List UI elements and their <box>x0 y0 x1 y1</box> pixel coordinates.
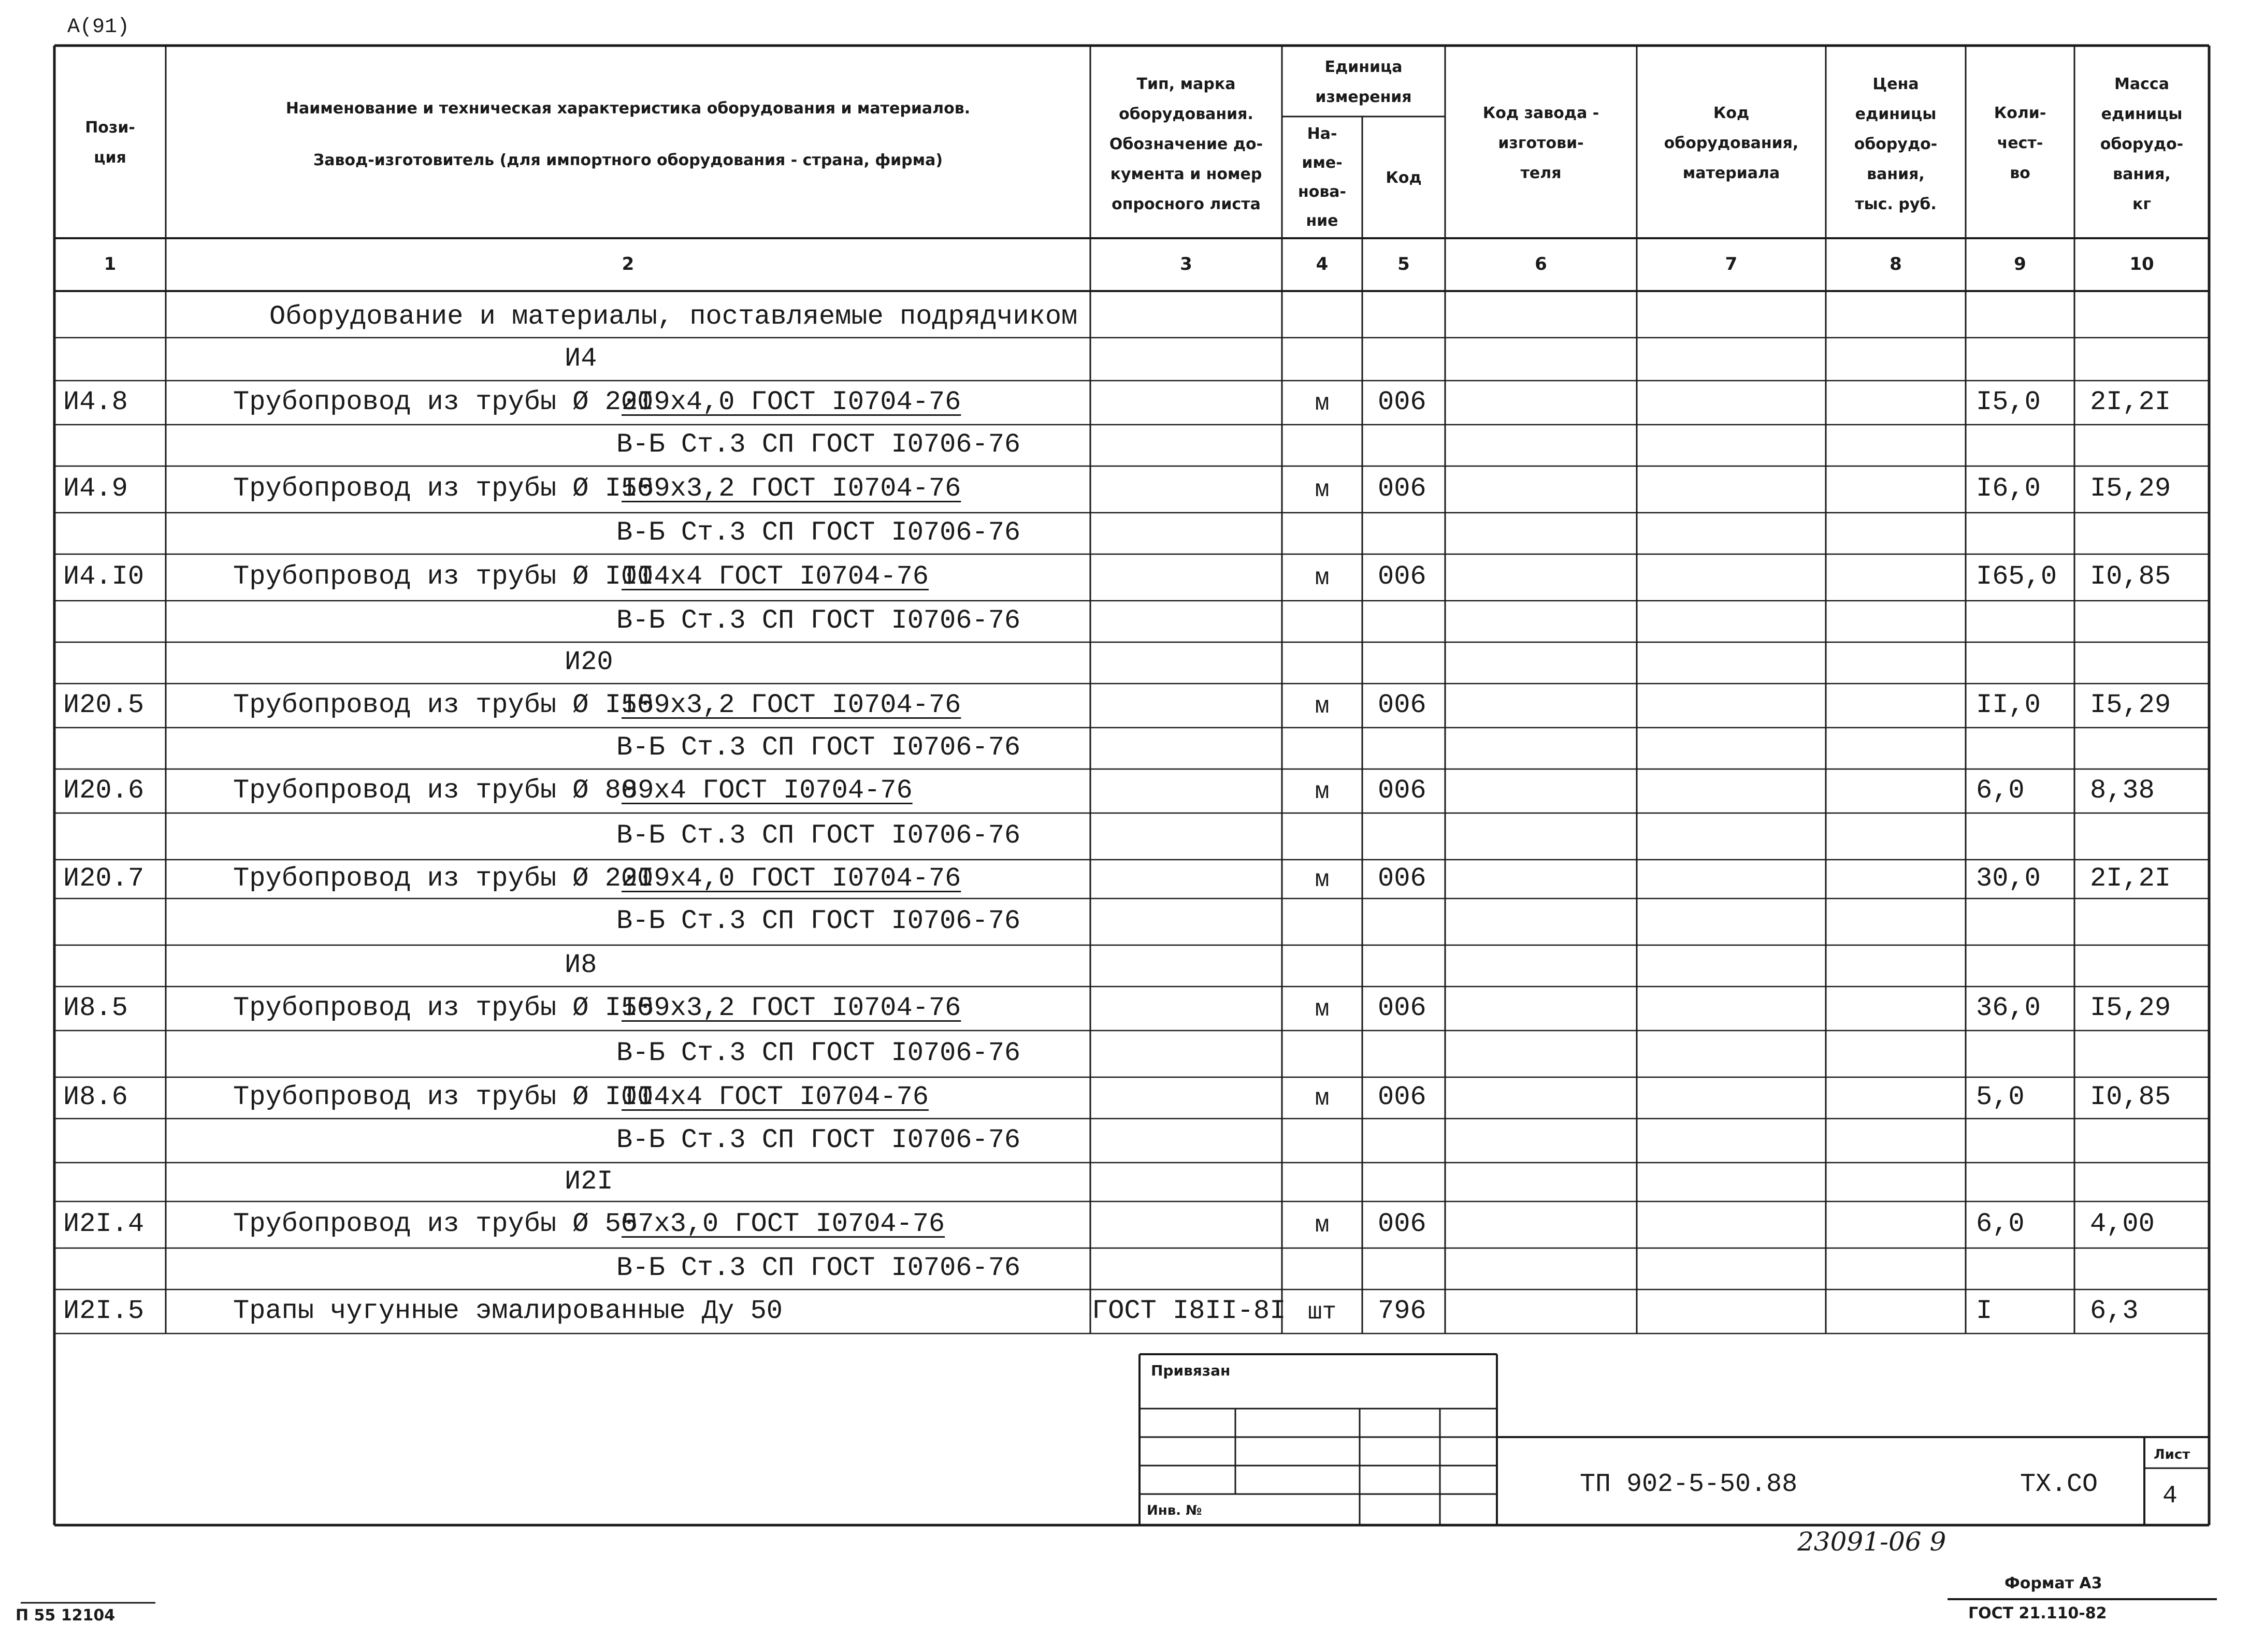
row-quantity: I <box>1976 1295 1993 1326</box>
row-name: Трубопровод из трубы Ø I50 <box>233 689 654 720</box>
header-line: нова- <box>1297 182 1347 201</box>
row-quantity: 6,0 <box>1976 775 2025 806</box>
header-line: Код <box>1713 104 1750 122</box>
row-unit-code: 006 <box>1378 1209 1426 1239</box>
row-spec: 2I9x4,0 ГОСТ I0704-76 <box>622 863 961 894</box>
header-type <box>1090 69 1282 220</box>
header-line: вания, <box>2113 165 2171 183</box>
row-name: Трубопровод из трубы Ø I50 <box>233 992 654 1023</box>
row-position: И20.5 <box>63 689 145 720</box>
row-quantity: I5,0 <box>1976 386 2041 417</box>
spec-continuation: В-Б Ст.3 СП ГОСТ I0706-76 <box>616 1124 1021 1155</box>
row-unit: м <box>1315 476 1330 503</box>
header-line: ция <box>94 149 126 167</box>
header-name <box>166 83 1090 186</box>
header-line: единицы <box>2101 105 2183 123</box>
row-unit-code: 006 <box>1378 1082 1426 1112</box>
header-line: оборудования, <box>1664 134 1799 152</box>
row-quantity: 30,0 <box>1976 863 2041 894</box>
row-name: Трубопровод из трубы Ø I00 <box>233 1082 654 1112</box>
column-number: 7 <box>1725 254 1738 274</box>
header-line: кг <box>2132 195 2152 213</box>
row-mass: 8,38 <box>2090 775 2155 806</box>
column-number: 8 <box>1890 254 1902 274</box>
header-line: Код завода - <box>1482 104 1599 122</box>
header-line: Завод-изготовитель (для импортного оборудования - страна, фирма) <box>313 151 943 169</box>
row-unit: м <box>1315 778 1330 805</box>
header-line: тыс. руб. <box>1855 195 1937 213</box>
column-number: 4 <box>1316 254 1329 274</box>
spec-continuation: В-Б Ст.3 СП ГОСТ I0706-76 <box>616 429 1021 460</box>
header-factory-code <box>1445 98 1637 189</box>
stamp-mark: ТХ.СО <box>2020 1470 2098 1499</box>
row-position: И8.6 <box>63 1082 128 1112</box>
header-line: Масса <box>2114 75 2169 93</box>
row-name: Трубопровод из трубы Ø I50 <box>233 473 654 504</box>
row-spec: 57x3,0 ГОСТ I0704-76 <box>622 1209 945 1239</box>
spec-continuation: В-Б Ст.3 СП ГОСТ I0706-76 <box>616 517 1021 548</box>
row-mass: I5,29 <box>2090 473 2171 504</box>
group-label: И2I <box>565 1166 613 1197</box>
row-unit: м <box>1315 995 1330 1023</box>
stamp-sheet-number: 4 <box>2162 1482 2178 1510</box>
format-label: Формат А3 <box>2005 1574 2102 1592</box>
header-line: оборудо- <box>2100 135 2184 153</box>
header-line: Единица <box>1324 57 1403 76</box>
row-unit-code: 796 <box>1378 1295 1426 1326</box>
header-unit-name <box>1282 120 1362 236</box>
row-quantity: 36,0 <box>1976 992 2041 1023</box>
header-unit-code <box>1362 163 1445 193</box>
column-number: 9 <box>2014 254 2026 274</box>
spec-continuation: В-Б Ст.3 СП ГОСТ I0706-76 <box>616 732 1021 763</box>
row-mass: 2I,2I <box>2090 386 2171 417</box>
row-document: ГОСТ I8II-8I <box>1092 1295 1286 1326</box>
row-mass: I0,85 <box>2090 1082 2171 1112</box>
spec-continuation: В-Б Ст.3 СП ГОСТ I0706-76 <box>616 1038 1021 1068</box>
header-line: опросного листа <box>1112 195 1261 213</box>
row-position: И4.9 <box>63 473 128 504</box>
footer-left-code: П 55 12104 <box>16 1606 116 1625</box>
header-line: ние <box>1306 211 1338 230</box>
row-spec: 89x4 ГОСТ I0704-76 <box>622 775 913 806</box>
row-mass: I0,85 <box>2090 561 2171 592</box>
stamp-doc-code: ТП 902-5-50.88 <box>1580 1470 1798 1499</box>
row-name: Трубопровод из трубы Ø 50 <box>233 1209 638 1239</box>
column-number: 10 <box>2129 254 2154 274</box>
row-quantity: 6,0 <box>1976 1209 2025 1239</box>
row-spec: II4x4 ГОСТ I0704-76 <box>622 561 929 592</box>
column-number: 5 <box>1397 254 1410 274</box>
column-number: 6 <box>1535 254 1547 274</box>
row-quantity: II,0 <box>1976 689 2041 720</box>
column-number: 1 <box>104 254 117 274</box>
row-unit: м <box>1315 564 1330 591</box>
row-unit: м <box>1315 692 1330 720</box>
row-position: И20.7 <box>63 863 145 894</box>
header-position <box>54 113 166 173</box>
header-line: материала <box>1682 164 1780 182</box>
row-position: И8.5 <box>63 992 128 1023</box>
row-unit-code: 006 <box>1378 775 1426 806</box>
row-spec: I59x3,2 ГОСТ I0704-76 <box>622 473 961 504</box>
header-mass <box>2074 69 2209 220</box>
group-label: И4 <box>565 343 597 374</box>
header-line: Пози- <box>85 119 135 137</box>
row-mass: 2I,2I <box>2090 863 2171 894</box>
header-line: измерения <box>1315 88 1412 106</box>
row-name: Трубопровод из трубы Ø 200 <box>233 386 654 417</box>
header-line: теля <box>1520 164 1562 182</box>
row-mass: 4,00 <box>2090 1209 2155 1239</box>
header-quantity <box>1966 98 2074 189</box>
row-spec: I59x3,2 ГОСТ I0704-76 <box>622 689 961 720</box>
header-equipment-code <box>1637 98 1826 189</box>
header-line: изготови- <box>1498 134 1584 152</box>
row-mass: I5,29 <box>2090 689 2171 720</box>
stamp-bound-label: Привязан <box>1151 1362 1231 1379</box>
header-line: Цена <box>1872 75 1919 93</box>
row-unit: м <box>1315 1212 1330 1239</box>
row-position: И4.8 <box>63 386 128 417</box>
row-unit-code: 006 <box>1378 386 1426 417</box>
gost-label: ГОСТ 21.110-82 <box>1968 1604 2107 1622</box>
row-spec: 2I9x4,0 ГОСТ I0704-76 <box>622 386 961 417</box>
row-unit-code: 006 <box>1378 689 1426 720</box>
row-mass: 6,3 <box>2090 1295 2139 1326</box>
header-line: чест- <box>1997 134 2043 152</box>
spec-continuation: В-Б Ст.3 СП ГОСТ I0706-76 <box>616 906 1021 936</box>
row-position: И2I.5 <box>63 1295 145 1326</box>
header-line: во <box>2010 164 2030 182</box>
column-number: 3 <box>1180 254 1192 274</box>
header-line: име- <box>1302 153 1343 172</box>
row-unit: м <box>1315 866 1330 893</box>
row-position: И4.I0 <box>63 561 145 592</box>
row-quantity: I6,0 <box>1976 473 2041 504</box>
header-unit <box>1282 52 1445 112</box>
spec-continuation: В-Б Ст.3 СП ГОСТ I0706-76 <box>616 605 1021 636</box>
row-unit: шт <box>1307 1298 1337 1326</box>
handwritten-number: 23091-06 9 <box>1797 1527 1946 1557</box>
header-line: Обозначение до- <box>1109 135 1263 153</box>
header-line: оборудо- <box>1854 135 1938 153</box>
section-title: Оборудование и материалы, поставляемые подрядчиком <box>269 301 1078 332</box>
row-position: И2I.4 <box>63 1209 145 1239</box>
header-price <box>1826 69 1966 220</box>
header-line: вания, <box>1867 165 1925 183</box>
row-unit-code: 006 <box>1378 863 1426 894</box>
row-name: Трубопровод из трубы Ø I00 <box>233 561 654 592</box>
header-line: Наименование и техническая характеристика оборудования и материалов. <box>285 99 971 118</box>
row-position: И20.6 <box>63 775 145 806</box>
stamp-inv-label: Инв. № <box>1147 1503 1202 1518</box>
row-unit-code: 006 <box>1378 473 1426 504</box>
row-quantity: 5,0 <box>1976 1082 2025 1112</box>
spec-continuation: В-Б Ст.3 СП ГОСТ I0706-76 <box>616 1253 1021 1283</box>
column-number: 2 <box>622 254 635 274</box>
header-line: единицы <box>1855 105 1937 123</box>
row-spec: I59x3,2 ГОСТ I0704-76 <box>622 992 961 1023</box>
row-unit: м <box>1315 1085 1330 1112</box>
row-spec: II4x4 ГОСТ I0704-76 <box>622 1082 929 1112</box>
group-label: И20 <box>565 647 613 677</box>
row-unit: м <box>1315 389 1330 417</box>
row-mass: I5,29 <box>2090 992 2171 1023</box>
group-label: И8 <box>565 950 597 980</box>
header-line: Код <box>1386 168 1422 187</box>
header-line: кумента и номер <box>1110 165 1262 183</box>
row-unit-code: 006 <box>1378 992 1426 1023</box>
row-quantity: I65,0 <box>1976 561 2057 592</box>
row-name: Трубопровод из трубы Ø 80 <box>233 775 638 806</box>
header-line: оборудования. <box>1119 105 1253 123</box>
header-line: Коли- <box>1994 104 2046 122</box>
header-line: Тип, марка <box>1136 75 1236 93</box>
spec-continuation: В-Б Ст.3 СП ГОСТ I0706-76 <box>616 820 1021 851</box>
corner-mark: A(91) <box>67 16 130 39</box>
row-unit-code: 006 <box>1378 561 1426 592</box>
row-name: Трапы чугунные эмалированные Ду 50 <box>233 1295 783 1326</box>
stamp-sheet-label: Лист <box>2154 1447 2190 1462</box>
header-line: На- <box>1307 124 1337 143</box>
row-name: Трубопровод из трубы Ø 200 <box>233 863 654 894</box>
